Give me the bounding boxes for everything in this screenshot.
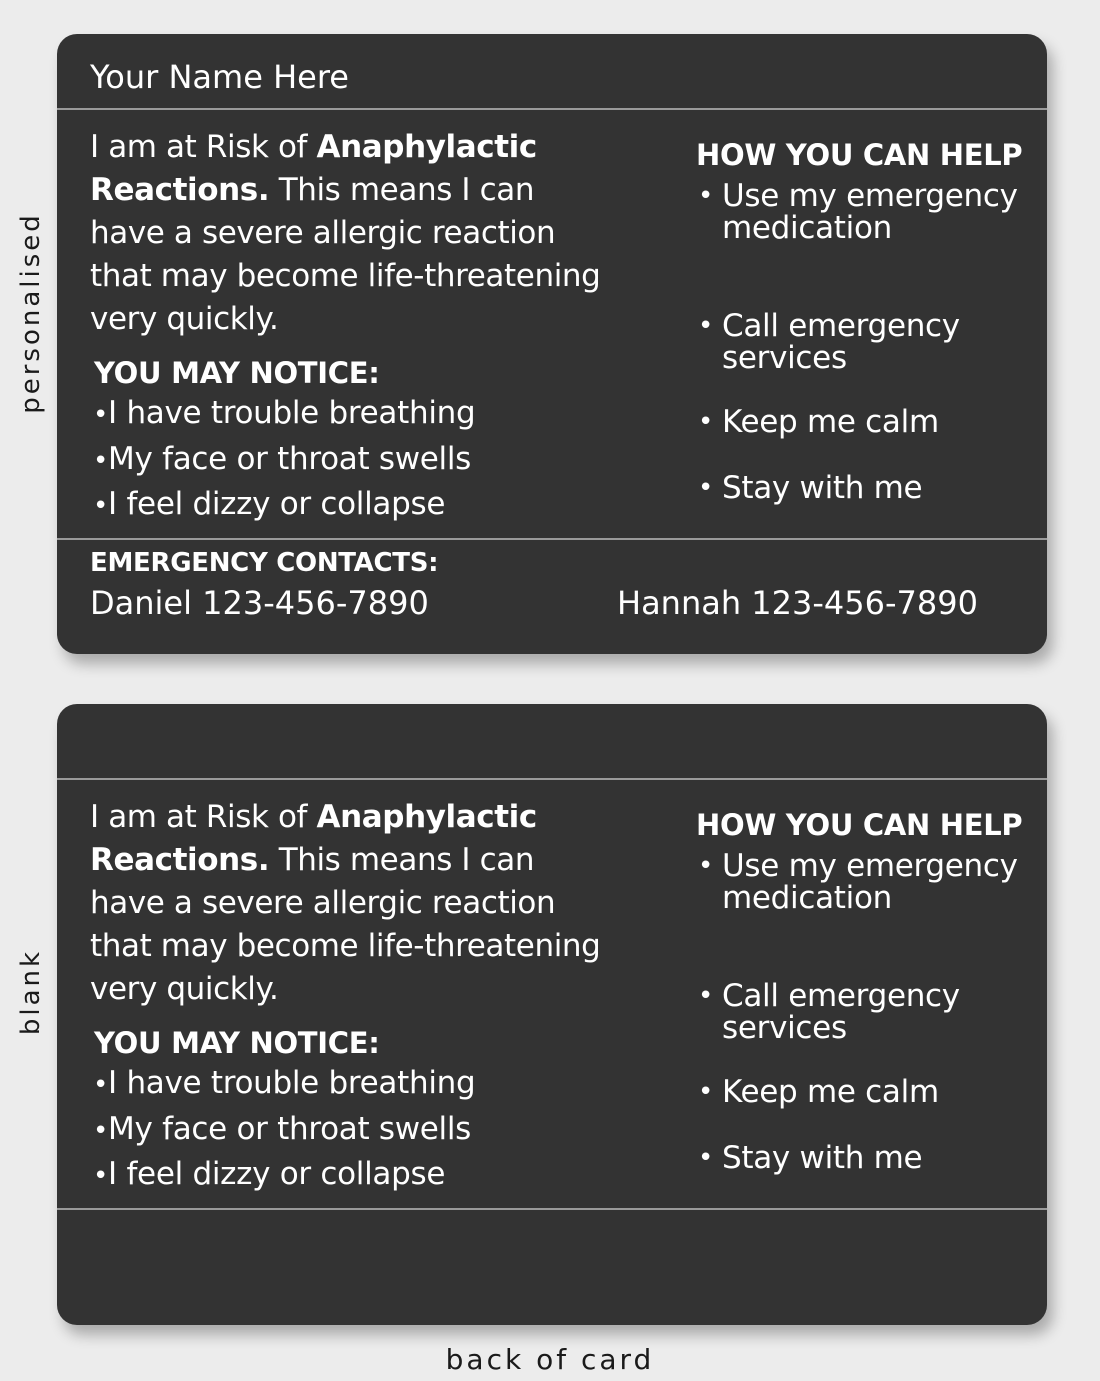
notice-item: • My face or throat swells xyxy=(93,438,475,484)
back-of-card-label: back of card xyxy=(445,1343,655,1376)
personalised-label: personalised xyxy=(16,212,46,414)
help-heading: HOW YOU CAN HELP xyxy=(696,138,1023,172)
help-item xyxy=(696,850,1026,914)
cardholder-name: Your Name Here xyxy=(90,58,349,96)
notice-list xyxy=(93,392,475,529)
notice-heading: YOU MAY NOTICE: xyxy=(94,356,380,390)
notice-item: • I feel dizzy or collapse xyxy=(93,483,475,529)
notice-item: • I have trouble breathing xyxy=(93,1062,475,1108)
help-item-label: Keep me calm xyxy=(722,1074,939,1110)
help-item-label: Call emergency services xyxy=(722,308,960,376)
contact-daniel: Daniel 123-456-7890 xyxy=(90,584,429,622)
help-item xyxy=(696,1142,1026,1174)
bullet-icon: • xyxy=(698,981,714,1011)
bullet-icon: • xyxy=(698,311,714,341)
bullet-icon: • xyxy=(698,851,714,881)
intro-prefix: I am at Risk of xyxy=(90,129,317,165)
blank-card xyxy=(57,704,1047,1325)
intro-suffix: This means I can have a severe allergic reaction that may become life-threatening very quickly. xyxy=(90,842,601,1007)
card-body xyxy=(57,110,1047,538)
intro-text xyxy=(90,796,610,1011)
intro-suffix: This means I can have a severe allergic reaction that may become life-threatening very quickly. xyxy=(90,172,601,337)
help-item xyxy=(696,180,1026,244)
help-heading: HOW YOU CAN HELP xyxy=(696,808,1023,842)
help-item xyxy=(696,980,1026,1044)
intro-bold: Anaphylactic Reactions. xyxy=(90,799,537,878)
intro-prefix: I am at Risk of xyxy=(90,799,317,835)
bullet-icon: • xyxy=(698,1077,714,1107)
card-body xyxy=(57,780,1047,1208)
contacts-heading: EMERGENCY CONTACTS: xyxy=(90,548,439,578)
contacts-row-blank xyxy=(57,1208,1047,1324)
intro-bold: Anaphylactic Reactions. xyxy=(90,129,537,208)
help-item-label: Keep me calm xyxy=(722,404,939,440)
help-item xyxy=(696,472,1026,504)
help-item-label: Call emergency services xyxy=(722,978,960,1046)
name-row-blank xyxy=(57,704,1047,780)
bullet-icon: • xyxy=(698,1143,714,1173)
intro-text xyxy=(90,126,610,341)
bullet-icon: • xyxy=(698,473,714,503)
help-item-label: Stay with me xyxy=(722,1140,923,1176)
personalised-card xyxy=(57,34,1047,654)
notice-item: • I feel dizzy or collapse xyxy=(93,1153,475,1199)
help-item-label: Stay with me xyxy=(722,470,923,506)
contact-hannah: Hannah 123-456-7890 xyxy=(617,584,978,622)
notice-heading: YOU MAY NOTICE: xyxy=(94,1026,380,1060)
help-item xyxy=(696,406,1026,438)
name-row xyxy=(57,34,1047,110)
notice-list xyxy=(93,1062,475,1199)
help-item xyxy=(696,310,1026,374)
notice-item: • I have trouble breathing xyxy=(93,392,475,438)
help-item-label: Use my emergency medication xyxy=(722,848,1018,916)
blank-label: blank xyxy=(16,948,46,1036)
help-item-label: Use my emergency medication xyxy=(722,178,1018,246)
notice-item: • My face or throat swells xyxy=(93,1108,475,1154)
contacts-row xyxy=(57,538,1047,654)
bullet-icon: • xyxy=(698,181,714,211)
help-item xyxy=(696,1076,1026,1108)
bullet-icon: • xyxy=(698,407,714,437)
